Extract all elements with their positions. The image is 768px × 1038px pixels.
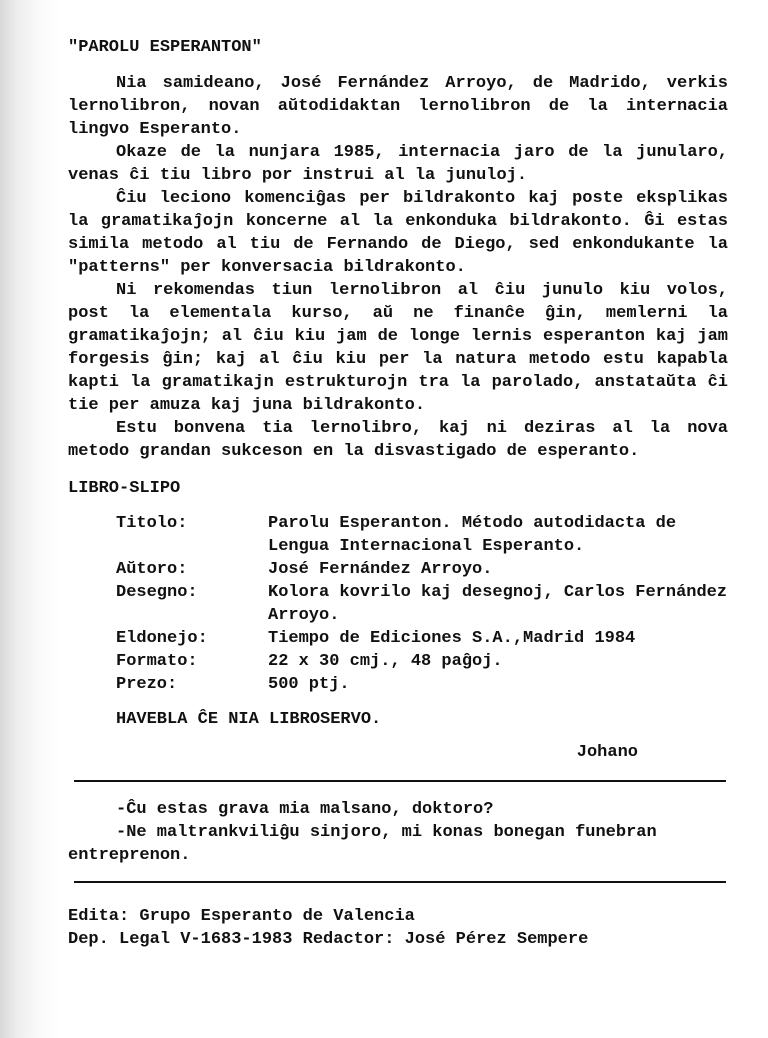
- slip-row-author: [116, 558, 728, 581]
- joke-line-1: -Ĉu estas grava mia malsano, doktoro?: [116, 800, 494, 819]
- slip-value: 500 ptj.: [268, 675, 350, 694]
- slip-label: Aŭtoro:: [116, 560, 188, 579]
- paragraph-3: Ĉiu leciono komenciĝas per bildrakonto kaj poste eksplikas la gramatikaĵojn koncerne al la enkonduka bildrakonto. Ĝi estas simila metodo al tiu de Fernando de Diego, sed enkondukante la "patterns" per konversacia bildrakonto.: [68, 189, 728, 277]
- divider: [74, 780, 726, 782]
- slip-row-design: [116, 581, 728, 627]
- slip-label: Eldonejo:: [116, 629, 208, 648]
- slip-row-publisher: [116, 627, 728, 650]
- article: [68, 36, 728, 951]
- paragraph-5: Estu bonvena tia lernolibro, kaj ni deziras al la nova metodo grandan sukceson en la disvastigado de esperanto.: [68, 419, 728, 461]
- slip-value: Parolu Esperanton. Método autodidacta de Lengua Internacional Esperanto.: [268, 514, 677, 556]
- slip-row-price: [116, 673, 728, 696]
- book-slip: [116, 512, 728, 696]
- slip-value: Tiempo de Ediciones S.A.,Madrid 1984: [268, 629, 636, 648]
- availability-note: HAVEBLA ĈE NIA LIBROSERVO.: [116, 710, 382, 729]
- article-title: "PAROLU ESPERANTON": [68, 38, 262, 57]
- divider: [74, 881, 726, 883]
- joke: [68, 798, 728, 867]
- slip-value: José Fernández Arroyo.: [268, 560, 493, 579]
- paragraph-4: Ni rekomendas tiun lernolibron al ĉiu junulo kiu volos, post la elementala kurso, aŭ ne finanĉe ĝin, memlerni la gramatikaĵojn; al ĉiu kiu jam de longe lernis esperanton kaj jam forgesis ĝin; kaj al ĉiu kiu per la natura metodo estu kapabla kapti la gramatikajn estrukturojn tra la parolado, anstataŭta ĉi tie per amuza kaj juna bildrakonto.: [68, 281, 728, 415]
- slip-value: Kolora kovrilo kaj desegnoj, Carlos Fernández Arroyo.: [268, 583, 728, 625]
- colophon-line-2: Dep. Legal V-1683-1983 Redactor: José Pérez Sempere: [68, 930, 589, 949]
- slip-label: Prezo:: [116, 675, 178, 694]
- slip-row-title: [116, 512, 728, 558]
- paragraph-2: Okaze de la nunjara 1985, internacia jaro de la junularo, venas ĉi tiu libro por instrui al la junuloj.: [68, 143, 728, 185]
- slip-label: Titolo:: [116, 514, 188, 533]
- joke-line-2: -Ne maltrankviliĝu sinjoro, mi konas bonegan funebran entreprenon.: [68, 823, 657, 865]
- colophon-line-1: Edita: Grupo Esperanto de Valencia: [68, 907, 415, 926]
- slip-heading: LIBRO-SLIPO: [68, 479, 181, 498]
- signature: Johano: [576, 743, 638, 762]
- slip-row-format: [116, 650, 728, 673]
- paragraph-1: Nia samideano, José Fernández Arroyo, de Madrido, verkis lernolibron, novan aŭtodidaktan lernolibron de la internacia lingvo Esperanto.: [68, 74, 728, 139]
- slip-label: Desegno:: [116, 583, 198, 602]
- slip-value: 22 x 30 cmj., 48 paĝoj.: [268, 652, 503, 671]
- colophon: [68, 905, 728, 951]
- slip-label: Formato:: [116, 652, 198, 671]
